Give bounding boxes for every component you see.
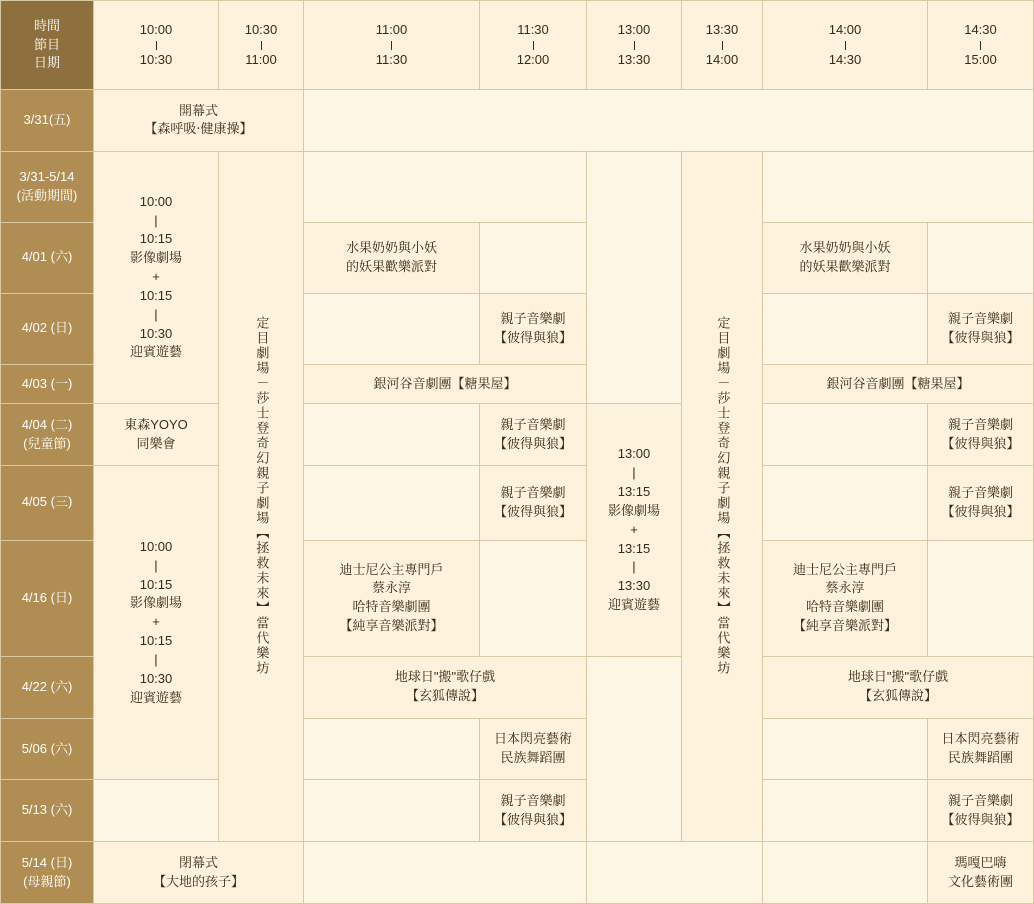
event-peter-and-the-wolf: 親子音樂劇 【彼得與狼】 [928,780,1034,842]
event-maga-bahai: 瑪嘎巴嗨 文化藝術團 [928,842,1034,904]
empty-cell [304,293,480,364]
time-slot-6: 14:00 14:30 [763,1,928,90]
time-slot-7: 14:30 15:00 [928,1,1034,90]
time-range-bar [634,41,635,50]
empty-cell [587,842,763,904]
empty-cell [480,222,587,293]
event-peter-and-the-wolf: 親子音樂劇 【彼得與狼】 [928,466,1034,541]
table-header-row [1,1,1034,90]
event-resident-theatre-right: 定目劇場－莎士登奇幻親子劇場【拯救未來】當代樂坊 [682,151,763,841]
date-cell: 5/13 (六) [1,780,94,842]
empty-cell [304,842,587,904]
empty-cell [304,718,480,780]
header-corner [1,1,94,90]
event-earth-day: 地球日"搬"歌仔戲 【玄狐傳說】 [304,656,587,718]
event-japan-dance: 日本閃亮藝術 民族舞蹈團 [928,718,1034,780]
empty-cell [763,718,928,780]
time-slot-3: 11:30 12:00 [480,1,587,90]
event-peter-and-the-wolf: 親子音樂劇 【彼得與狼】 [480,293,587,364]
date-cell: 3/31(五) [1,90,94,152]
table-row [1,90,1034,152]
empty-cell [763,404,928,466]
date-cell: 5/14 (日) (母親節) [1,842,94,904]
corner-label-date: 日期 [33,55,60,71]
empty-cell [304,90,1034,152]
corner-label-program: 節目 [33,36,60,52]
empty-cell [763,842,928,904]
event-opening: 開幕式 【森呼吸‧健康操】 [94,90,304,152]
event-disney-princess: 迪士尼公主專門戶 蔡永淳 哈特音樂劇團 【純享音樂派對】 [763,540,928,656]
empty-cell [587,151,682,404]
event-peter-and-the-wolf: 親子音樂劇 【彼得與狼】 [480,404,587,466]
event-peter-and-the-wolf: 親子音樂劇 【彼得與狼】 [480,466,587,541]
time-slot-1: 10:30 11:00 [219,1,304,90]
event-galaxy-valley: 銀河谷音劇團【糖果屋】 [304,364,587,404]
table-row [1,404,1034,466]
date-cell: 4/22 (六) [1,656,94,718]
empty-cell [928,540,1034,656]
time-range-bar [980,41,981,50]
table-row [1,842,1034,904]
empty-cell [763,151,1034,222]
time-slot-5: 13:30 14:00 [682,1,763,90]
empty-cell [94,780,219,842]
table-row [1,151,1034,222]
empty-cell [587,656,682,841]
time-slot-2: 11:00 11:30 [304,1,480,90]
event-afternoon-block: 13:00 | 13:15 影像劇場 + 13:15 | 13:30 迎賓遊藝 [587,404,682,657]
event-resident-theatre-left: 定目劇場－莎士登奇幻親子劇場【拯救未來】當代樂坊 [219,151,304,841]
time-range-bar [722,41,723,50]
date-cell: 4/04 (二) (兒童節) [1,404,94,466]
date-cell: 4/02 (日) [1,293,94,364]
event-earth-day: 地球日"搬"歌仔戲 【玄狐傳說】 [763,656,1034,718]
time-range-bar [391,41,392,50]
time-range-bar [156,41,157,50]
date-cell: 3/31-5/14 (活動期間) [1,151,94,222]
empty-cell [763,293,928,364]
event-morning-block-1: 10:00 | 10:15 影像劇場 + 10:15 | 10:30 迎賓遊藝 [94,151,219,404]
time-range-bar [261,41,262,50]
time-slot-0: 10:00 10:30 [94,1,219,90]
empty-cell [480,540,587,656]
time-range-bar [845,41,846,50]
event-disney-princess: 迪士尼公主專門戶 蔡永淳 哈特音樂劇團 【純享音樂派對】 [304,540,480,656]
time-range-bar [533,41,534,50]
time-slot-4: 13:00 13:30 [587,1,682,90]
event-fruit-granny: 水果奶奶與小妖 的妖果歡樂派對 [763,222,928,293]
event-japan-dance: 日本閃亮藝術 民族舞蹈團 [480,718,587,780]
date-cell: 4/01 (六) [1,222,94,293]
empty-cell [928,222,1034,293]
date-cell: 4/05 (三) [1,466,94,541]
event-peter-and-the-wolf: 親子音樂劇 【彼得與狼】 [928,404,1034,466]
empty-cell [304,151,587,222]
event-fruit-granny: 水果奶奶與小妖 的妖果歡樂派對 [304,222,480,293]
empty-cell [763,466,928,541]
event-closing: 閉幕式 【大地的孩子】 [94,842,304,904]
empty-cell [304,780,480,842]
event-peter-and-the-wolf: 親子音樂劇 【彼得與狼】 [480,780,587,842]
event-peter-and-the-wolf: 親子音樂劇 【彼得與狼】 [928,293,1034,364]
event-morning-block-2: 10:00 | 10:15 影像劇場 + 10:15 | 10:30 迎賓遊藝 [94,466,219,780]
empty-cell [763,780,928,842]
event-yoyo-party: 東森YOYO 同樂會 [94,404,219,466]
date-cell: 4/16 (日) [1,540,94,656]
empty-cell [304,466,480,541]
date-cell: 5/06 (六) [1,718,94,780]
date-cell: 4/03 (一) [1,364,94,404]
table-row [1,780,1034,842]
empty-cell [304,404,480,466]
table-row [1,466,1034,541]
corner-label-time: 時間 [33,17,60,33]
event-galaxy-valley: 銀河谷音劇團【糖果屋】 [763,364,1034,404]
